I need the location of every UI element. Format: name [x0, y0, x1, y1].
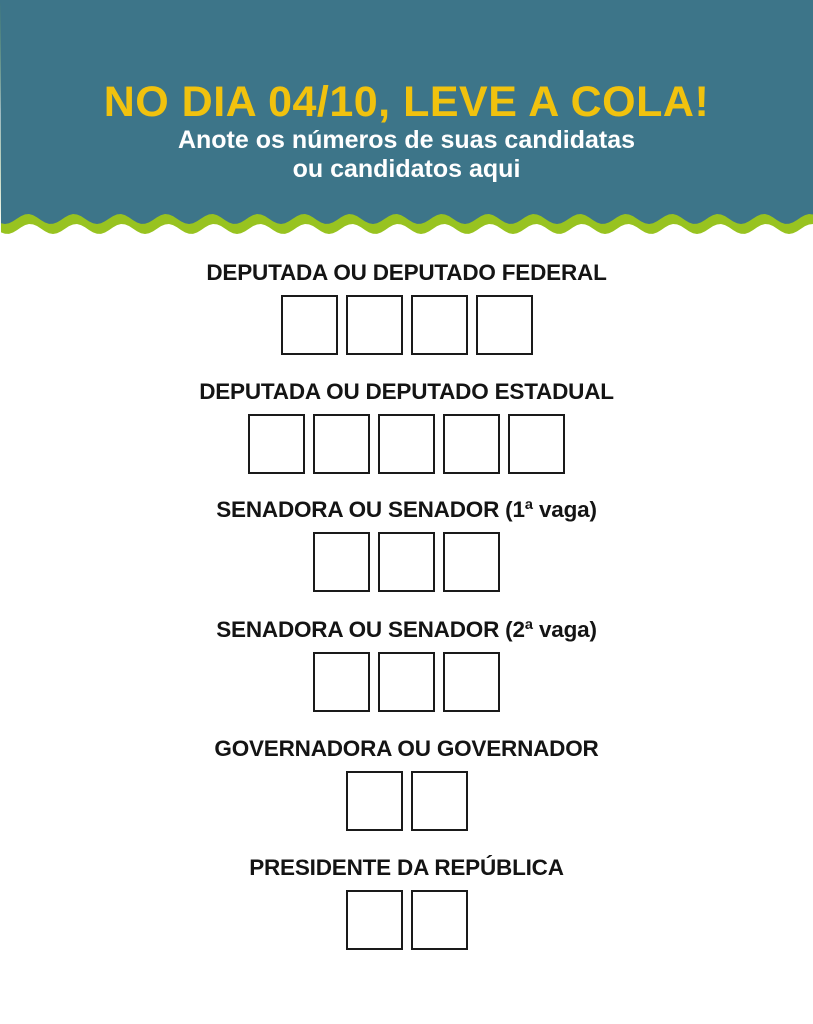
digit-boxes: [0, 532, 813, 592]
digit-box[interactable]: [411, 295, 468, 355]
section-title: SENADORA OU SENADOR (1ª vaga): [216, 497, 597, 522]
digit-boxes: [0, 295, 813, 355]
digit-boxes: [0, 652, 813, 712]
digit-boxes: [0, 890, 813, 950]
subline-1: Anote os números de suas candidatas: [177, 126, 636, 154]
digit-box[interactable]: [443, 532, 500, 592]
section-presidente: [0, 853, 813, 950]
section-senador-2: [0, 615, 813, 712]
digit-box[interactable]: [281, 295, 338, 355]
header-banner: [0, 0, 813, 250]
digit-box[interactable]: [378, 652, 435, 712]
digit-boxes: [0, 414, 813, 474]
digit-box[interactable]: [378, 532, 435, 592]
section-title: SENADORA OU SENADOR (2ª vaga): [216, 617, 597, 642]
digit-box[interactable]: [313, 414, 370, 474]
section-title: DEPUTADA OU DEPUTADO FEDERAL: [206, 260, 607, 285]
digit-box[interactable]: [346, 771, 403, 831]
digit-box[interactable]: [378, 414, 435, 474]
subline-2: ou candidatos aqui: [292, 155, 521, 183]
section-deputado-estadual: [0, 377, 813, 474]
section-title: GOVERNADORA OU GOVERNADOR: [214, 736, 599, 761]
digit-box[interactable]: [411, 771, 468, 831]
section-title: PRESIDENTE DA REPÚBLICA: [249, 855, 564, 880]
digit-box[interactable]: [248, 414, 305, 474]
digit-box[interactable]: [443, 652, 500, 712]
digit-box[interactable]: [346, 890, 403, 950]
digit-box[interactable]: [476, 295, 533, 355]
section-deputado-federal: [0, 258, 813, 355]
section-senador-1: [0, 495, 813, 592]
digit-box[interactable]: [508, 414, 565, 474]
digit-box[interactable]: [313, 652, 370, 712]
digit-box[interactable]: [443, 414, 500, 474]
digit-box[interactable]: [313, 532, 370, 592]
digit-box[interactable]: [411, 890, 468, 950]
headline: NO DIA 04/10, LEVE A COLA!: [103, 78, 710, 126]
digit-boxes: [0, 771, 813, 831]
section-governador: [0, 734, 813, 831]
section-title: DEPUTADA OU DEPUTADO ESTADUAL: [199, 379, 614, 404]
digit-box[interactable]: [346, 295, 403, 355]
